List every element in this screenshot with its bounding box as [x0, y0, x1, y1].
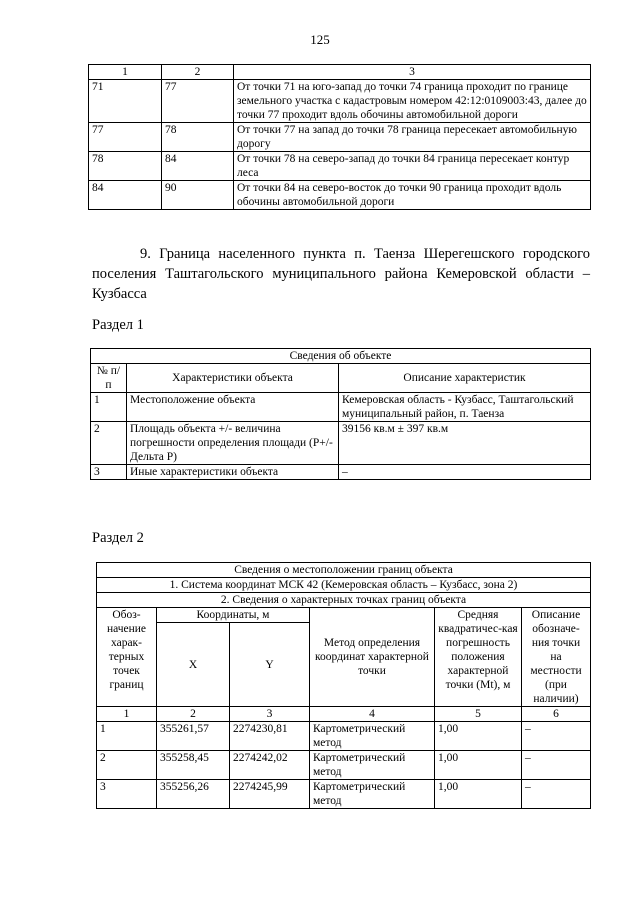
- table-row: [89, 181, 591, 210]
- table-cell: –: [522, 751, 591, 780]
- table-cell: 355261,57: [157, 722, 230, 751]
- boundary-description-table: [88, 64, 591, 210]
- column-header: Y: [230, 623, 310, 707]
- table-cell: 84: [89, 181, 162, 210]
- table-cell: Картометрический метод: [310, 780, 435, 809]
- column-number: 2: [157, 707, 230, 722]
- table-cell: 1,00: [435, 751, 522, 780]
- table-cell: 1: [97, 722, 157, 751]
- table-cell: 1,00: [435, 722, 522, 751]
- table-cell: От точки 84 на северо-восток до точки 90 граница проходит вдоль обочины автомобильной дороги: [234, 181, 591, 210]
- table-cell: 2: [97, 751, 157, 780]
- table-cell: От точки 71 на юго-запад до точки 74 граница проходит по границе земельного участка с кадастровым номером 42:12:0109003:43, далее до точки 77 проходит вдоль обочины автомобильной дороги: [234, 80, 591, 123]
- column-number: 5: [435, 707, 522, 722]
- table-header-row: [91, 364, 591, 393]
- object-info-table: [90, 348, 591, 480]
- points-title-row: [97, 593, 591, 608]
- table-row: [91, 393, 591, 422]
- table-cell: Местоположение объекта: [127, 393, 339, 422]
- column-header: Описание характеристик: [339, 364, 591, 393]
- column-number: 1: [97, 707, 157, 722]
- paragraph-text: 9. Граница населенного пункта п. Таенза Шерегешского городского поселения Таштагольского муниципального района Кемеровской области – Кузбасса: [92, 246, 590, 302]
- table-cell: Картометрический метод: [310, 722, 435, 751]
- table-cell: 1,00: [435, 780, 522, 809]
- table-row: [89, 152, 591, 181]
- table-cell: Площадь объекта +/- величина погрешности определения площади (Р+/- Дельта Р): [127, 422, 339, 465]
- table-title: Сведения о местоположении границ объекта: [97, 563, 591, 578]
- table-cell: 3: [91, 465, 127, 480]
- table-cell: 1: [91, 393, 127, 422]
- column-header: № п/п: [91, 364, 127, 393]
- table-cell: Картометрический метод: [310, 751, 435, 780]
- table-cell: 39156 кв.м ± 397 кв.м: [339, 422, 591, 465]
- column-header: Описание обозначе-ния точки на местности (при наличии): [522, 608, 591, 707]
- column-number: 3: [230, 707, 310, 722]
- section-1-title: Раздел 1: [92, 317, 144, 333]
- section-2-title: Раздел 2: [92, 530, 144, 546]
- table-cell: От точки 77 на запад до точки 78 граница пересекает автомобильную дорогу: [234, 123, 591, 152]
- table-cell: 355256,26: [157, 780, 230, 809]
- table-cell: 3: [97, 780, 157, 809]
- column-number: 6: [522, 707, 591, 722]
- coordinate-system-row: [97, 578, 591, 593]
- table-title-row: [97, 563, 591, 578]
- table-row: [97, 722, 591, 751]
- column-header: 1: [89, 65, 162, 80]
- table-cell: 84: [162, 152, 234, 181]
- table-cell: 78: [89, 152, 162, 181]
- table-row: [89, 123, 591, 152]
- table-row: [97, 751, 591, 780]
- column-header: Координаты, м: [157, 608, 310, 623]
- table-header-row: [89, 65, 591, 80]
- column-number: 4: [310, 707, 435, 722]
- column-header: Характеристики объекта: [127, 364, 339, 393]
- column-header: Метод определения координат характерной точки: [310, 608, 435, 707]
- table-row: [89, 80, 591, 123]
- column-number-row: [97, 707, 591, 722]
- table-cell: 77: [162, 80, 234, 123]
- table-cell: –: [339, 465, 591, 480]
- boundary-points-table: [96, 562, 591, 809]
- table-cell: 2274242,02: [230, 751, 310, 780]
- column-header: Средняя квадратичес-кая погрешность положения характерной точки (Mt), м: [435, 608, 522, 707]
- column-header: X: [157, 623, 230, 707]
- table-cell: 90: [162, 181, 234, 210]
- column-header: Обоз-начение харак-терных точек границ: [97, 608, 157, 707]
- page-number: 125: [310, 32, 330, 47]
- table-cell: 355258,45: [157, 751, 230, 780]
- table-cell: 2274230,81: [230, 722, 310, 751]
- table-cell: Иные характеристики объекта: [127, 465, 339, 480]
- table-cell: –: [522, 780, 591, 809]
- settlement-boundary-paragraph: [92, 244, 590, 304]
- points-title: 2. Сведения о характерных точках границ объекта: [97, 593, 591, 608]
- column-header: 3: [234, 65, 591, 80]
- table-cell: 2: [91, 422, 127, 465]
- table-cell: –: [522, 722, 591, 751]
- table-cell: 77: [89, 123, 162, 152]
- table-title-row: [91, 349, 591, 364]
- table-header-row: [97, 608, 591, 623]
- coordinate-system: 1. Система координат МСК 42 (Кемеровская область – Кузбасс, зона 2): [97, 578, 591, 593]
- table-cell: 78: [162, 123, 234, 152]
- table-cell: 71: [89, 80, 162, 123]
- table-cell: От точки 78 на северо-запад до точки 84 граница пересекает контур леса: [234, 152, 591, 181]
- column-header: 2: [162, 65, 234, 80]
- table-row: [91, 465, 591, 480]
- table-row: [97, 780, 591, 809]
- table-cell: 2274245,99: [230, 780, 310, 809]
- table-cell: Кемеровская область - Кузбасс, Таштагольский муниципальный район, п. Таенза: [339, 393, 591, 422]
- table-row: [91, 422, 591, 465]
- table-title: Сведения об объекте: [91, 349, 591, 364]
